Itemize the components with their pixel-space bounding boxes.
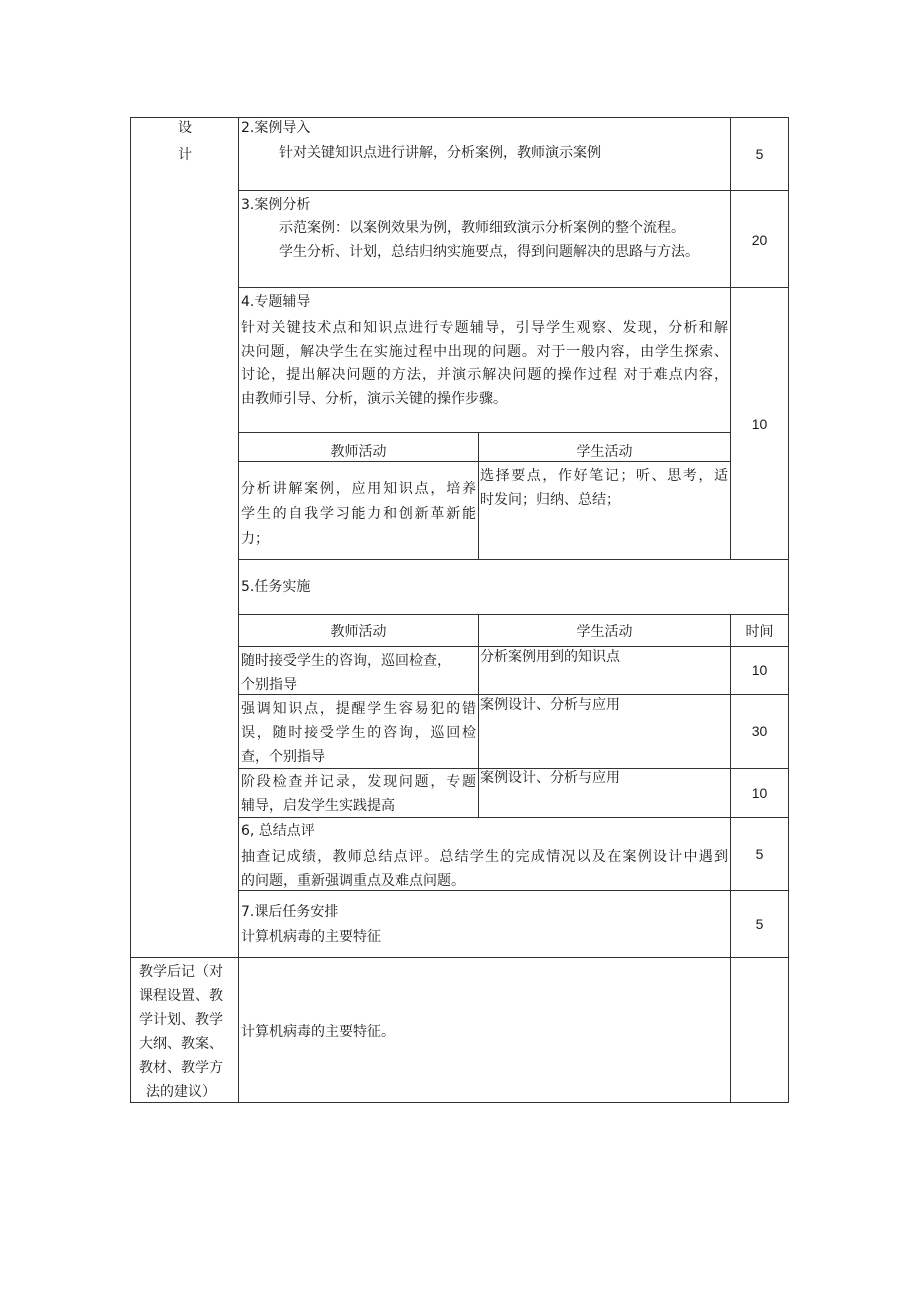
time-value: 5 (755, 916, 764, 932)
section-body-line: 讨论，提出解决问题的方法，并演示解决问题的操作过程 对于难点内容， (241, 367, 728, 383)
time-value: 10 (751, 416, 768, 432)
teacher-activity-line: 个别指导 (241, 677, 297, 693)
teacher-activity-line: 随时接受学生的咨询，巡回检查， (241, 653, 451, 669)
section-title: 4.专题辅导 (241, 294, 311, 310)
time-value: 5 (755, 846, 764, 862)
student-activity: 分析案例用到的知识点 (480, 649, 620, 665)
section-body: 针对关键知识点进行讲解，分析案例，教师演示案例 (279, 145, 601, 161)
teacher-activity-line: 强调知识点，提醒学生容易犯的错 (241, 701, 476, 717)
section-title: 5.任务实施 (241, 579, 311, 595)
teacher-activity-header: 教师活动 (330, 624, 387, 640)
section-title: 3.案例分析 (241, 197, 311, 213)
section-body-line: 的问题，重新强调重点及难点问题。 (241, 873, 465, 889)
time-value: 10 (751, 662, 768, 678)
teacher-activity-line: 力； (241, 531, 269, 547)
section-body-line: 决问题，解决学生在实施过程中出现的问题。对于一般内容，由学生探索、 (241, 344, 728, 360)
reflection-label-line: 教材、教学方 (139, 1060, 223, 1076)
teacher-activity-line: 分析讲解案例，应用知识点，培养 (241, 481, 476, 497)
reflection-label-line: 大纲、教案、 (139, 1036, 223, 1052)
student-activity: 案例设计、分析与应用 (480, 770, 620, 786)
section-title: 6, 总结点评 (241, 823, 315, 839)
student-activity: 案例设计、分析与应用 (480, 697, 620, 713)
student-activity-line: 时发问；归纳、总结； (480, 492, 620, 508)
section-title: 7.课后任务安排 (241, 904, 339, 920)
reflection-label-line: 教学后记（对 (139, 964, 223, 980)
section-body-line: 抽查记成绩，教师总结点评。总结学生的完成情况以及在案例设计中遇到 (241, 849, 728, 865)
section-title: 2.案例导入 (241, 120, 311, 136)
time-value: 20 (751, 232, 768, 248)
design-label-2: 计 (178, 147, 192, 163)
teacher-activity-line: 查，个别指导 (241, 749, 325, 765)
section-body-line: 针对关键技术点和知识点进行专题辅导，引导学生观察、发现，分析和解 (241, 320, 728, 336)
student-activity-header: 学生活动 (576, 624, 633, 640)
section-body: 学生分析、计划，总结归纳实施要点，得到问题解决的思路与方法。 (279, 244, 699, 260)
reflection-label-line: 学计划、教学 (139, 1012, 223, 1028)
time-value: 10 (751, 785, 768, 801)
time-header: 时间 (745, 624, 774, 640)
section-body: 示范案例：以案例效果为例，教师细致演示分析案例的整个流程。 (279, 220, 685, 236)
teacher-activity-line: 误，随时接受学生的咨询，巡回检 (241, 725, 476, 741)
teacher-activity-line: 学生的自我学习能力和创新革新能 (241, 506, 476, 522)
student-activity-line: 选择要点，作好笔记；听、思考，适 (480, 468, 728, 484)
reflection-label-line: 法的建议） (146, 1084, 216, 1100)
teacher-activity-header: 教师活动 (330, 444, 387, 460)
student-activity-header: 学生活动 (576, 444, 633, 460)
teacher-activity-line: 阶段检查并记录，发现问题，专题 (241, 774, 476, 790)
teacher-activity-line: 辅导，启发学生实践提高 (241, 798, 395, 814)
section-body-line: 由教师引导、分析，演示关键的操作步骤。 (241, 391, 507, 407)
time-value: 30 (751, 723, 768, 739)
time-value: 5 (755, 146, 764, 162)
reflection-body: 计算机病毒的主要特征。 (241, 1024, 395, 1040)
section-body: 计算机病毒的主要特征 (241, 929, 381, 945)
design-label-1: 设 (178, 120, 192, 136)
reflection-label-line: 课程设置、教 (139, 988, 223, 1004)
